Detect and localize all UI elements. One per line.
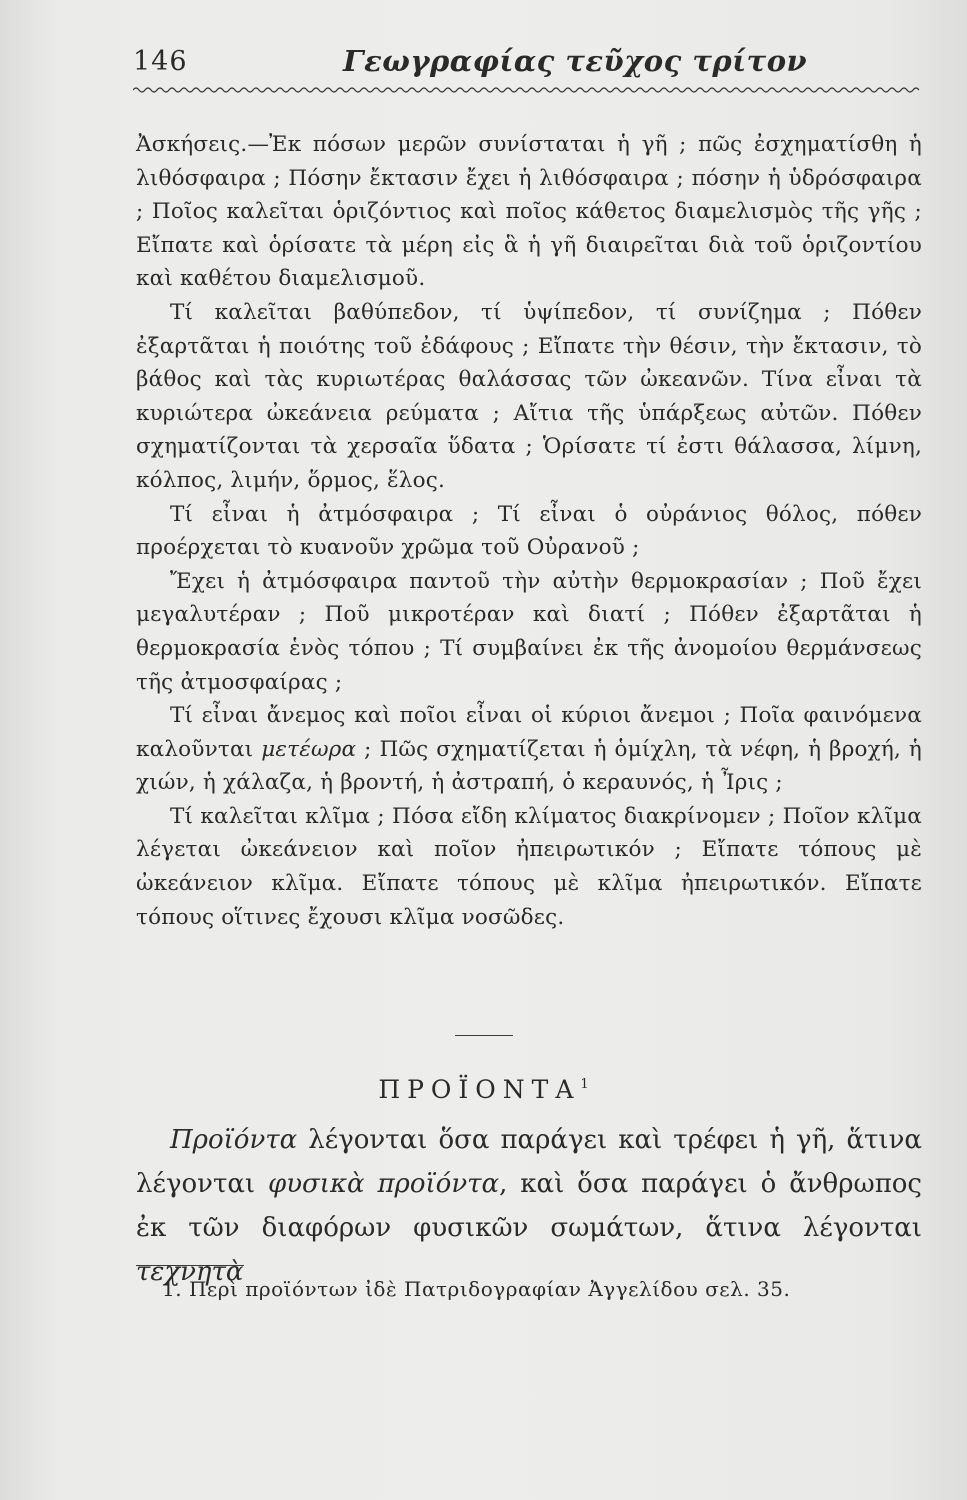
paragraph-text: Τί εἶναι ἄνεμος καὶ ποῖοι εἶναι οἱ κύριοι ἄνεμοι ; Ποῖα φαινόμενα καλοῦνται xyxy=(136,703,922,762)
paragraph-temperature: Ἔχει ἡ ἀτμόσφαιρα παντοῦ τὴν αὐτὴν θερμοκρασίαν ; Ποῦ ἔχει μεγαλυτέραν ; Ποῦ μικροτέραν καὶ διατί ; Πόθεν ἐξαρτᾶται ἡ θερμοκρασία ἑνὸς τόπου ; Τί συμβαίνει ἐκ τῆς ἀνομοίου θερμάνσεως τῆς ἀτμοσφαίρας ; xyxy=(136,568,922,695)
footnote-rule xyxy=(136,1265,244,1266)
footnote-marker: 1 xyxy=(580,1077,589,1092)
exercises-text xyxy=(136,128,922,934)
page-header xyxy=(133,42,923,82)
section-heading xyxy=(0,1075,967,1104)
section-text xyxy=(136,1118,922,1294)
footnote: 1. Περὶ προϊόντων ἰδὲ Πατριδογραφίαν Ἀγγελίδου σελ. 35. xyxy=(162,1277,791,1301)
section-text-part: λέγονται ὅσα παράγει καὶ τρέφει ἡ γῆ, ἅτινα λέγονται xyxy=(136,1125,922,1199)
paragraph-text: ; Πῶς σχηματίζεται ἡ ὁμίχλη, τὰ νέφη, ἡ βροχή, ἡ χιών, ἡ χάλαζα, ἡ βροντή, ἡ ἀστραπή, ὁ κεραυνός, ἡ Ἶρις ; xyxy=(136,736,922,796)
paragraph-atmosphere: Τί εἶναι ἡ ἀτμόσφαιρα ; Τί εἶναι ὁ οὐράνιος θόλος, πόθεν προέρχεται τὸ κυανοῦν χρῶμα τοῦ Οὐρανοῦ ; xyxy=(136,501,922,561)
page-number: 146 xyxy=(133,46,188,77)
italic-term: Προϊόντα xyxy=(170,1125,298,1155)
paragraph-text: —Ἐκ πόσων μερῶν συνίσταται ἡ γῆ ; πῶς ἐσχηματίσθη ἡ λιθόσφαιρα ; Πόσην ἔκτασιν ἔχει ἡ λιθόσφαιρα ; πόσην ἡ ὑδρόσφαιρα ; Ποῖος καλεῖται ὁριζόντιος καὶ ποῖος κάθετος διαμελισμὸς τῆς γῆς ; Εἴπατε καὶ ὁρίσατε τὰ μέρη εἰς ἃ ἡ γῆ διαιρεῖται διὰ τοῦ ὁριζοντίου καὶ καθέτου διαμελισμοῦ. xyxy=(136,132,922,292)
section-divider xyxy=(455,1035,513,1036)
italic-term: φυσικὰ προϊόντα xyxy=(268,1169,500,1199)
paragraph-exercises-intro xyxy=(136,128,922,296)
italic-term: μετέωρα xyxy=(261,736,357,762)
paragraph-relief: Τί καλεῖται βαθύπεδον, τί ὑψίπεδον, τί συνίζημα ; Πόθεν ἐξαρτᾶται ἡ ποιότης τοῦ ἐδάφους ; Εἴπατε τὴν θέσιν, τὴν ἔκτασιν, τὸ βάθος καὶ τὰς κυριωτέρας θαλάσσας τῶν ὠκεανῶν. Τίνα εἶναι τὰ κυριώτερα ὠκεάνεια ρεύματα ; Αἴτια τῆς ὑπάρξεως αὐτῶν. Πόθεν σχηματίζονται τὰ χερσαῖα ὕδατα ; Ὁρίσατε τί ἐστι θάλασσα, λίμνη, κόλπος, λιμήν, ὅρμος, ἕλος. xyxy=(136,299,922,493)
exercises-lead: Ἀσκήσεις. xyxy=(136,132,248,157)
italic-term: τεχνητὰ xyxy=(136,1257,244,1287)
section-heading-text: ΠΡΟΪΟΝΤΑ xyxy=(378,1075,581,1104)
wavy-header-rule xyxy=(133,84,923,96)
paragraph-climate: Τί καλεῖται κλῖμα ; Πόσα εἴδη κλίματος διακρίνομεν ; Ποῖον κλῖμα λέγεται ὠκεάνειον καὶ ποῖον ἠπειρωτικόν ; Εἴπατε τόπους μὲ ὠκεάνειον κλῖμα. Εἴπατε τόπους μὲ κλῖμα ἠπειρωτικόν. Εἴπατε τόπους οἵτινες ἔχουσι κλῖμα νοσῶδες. xyxy=(136,803,922,930)
paragraph-winds xyxy=(136,699,922,800)
running-title: Γεωγραφίας τεῦχος τρίτον xyxy=(343,44,808,78)
section-text-part: , καὶ ὅσα παράγει ὁ ἄνθρωπος ἐκ τῶν διαφόρων φυσικῶν σωμάτων, ἅτινα λέγονται xyxy=(136,1169,922,1243)
